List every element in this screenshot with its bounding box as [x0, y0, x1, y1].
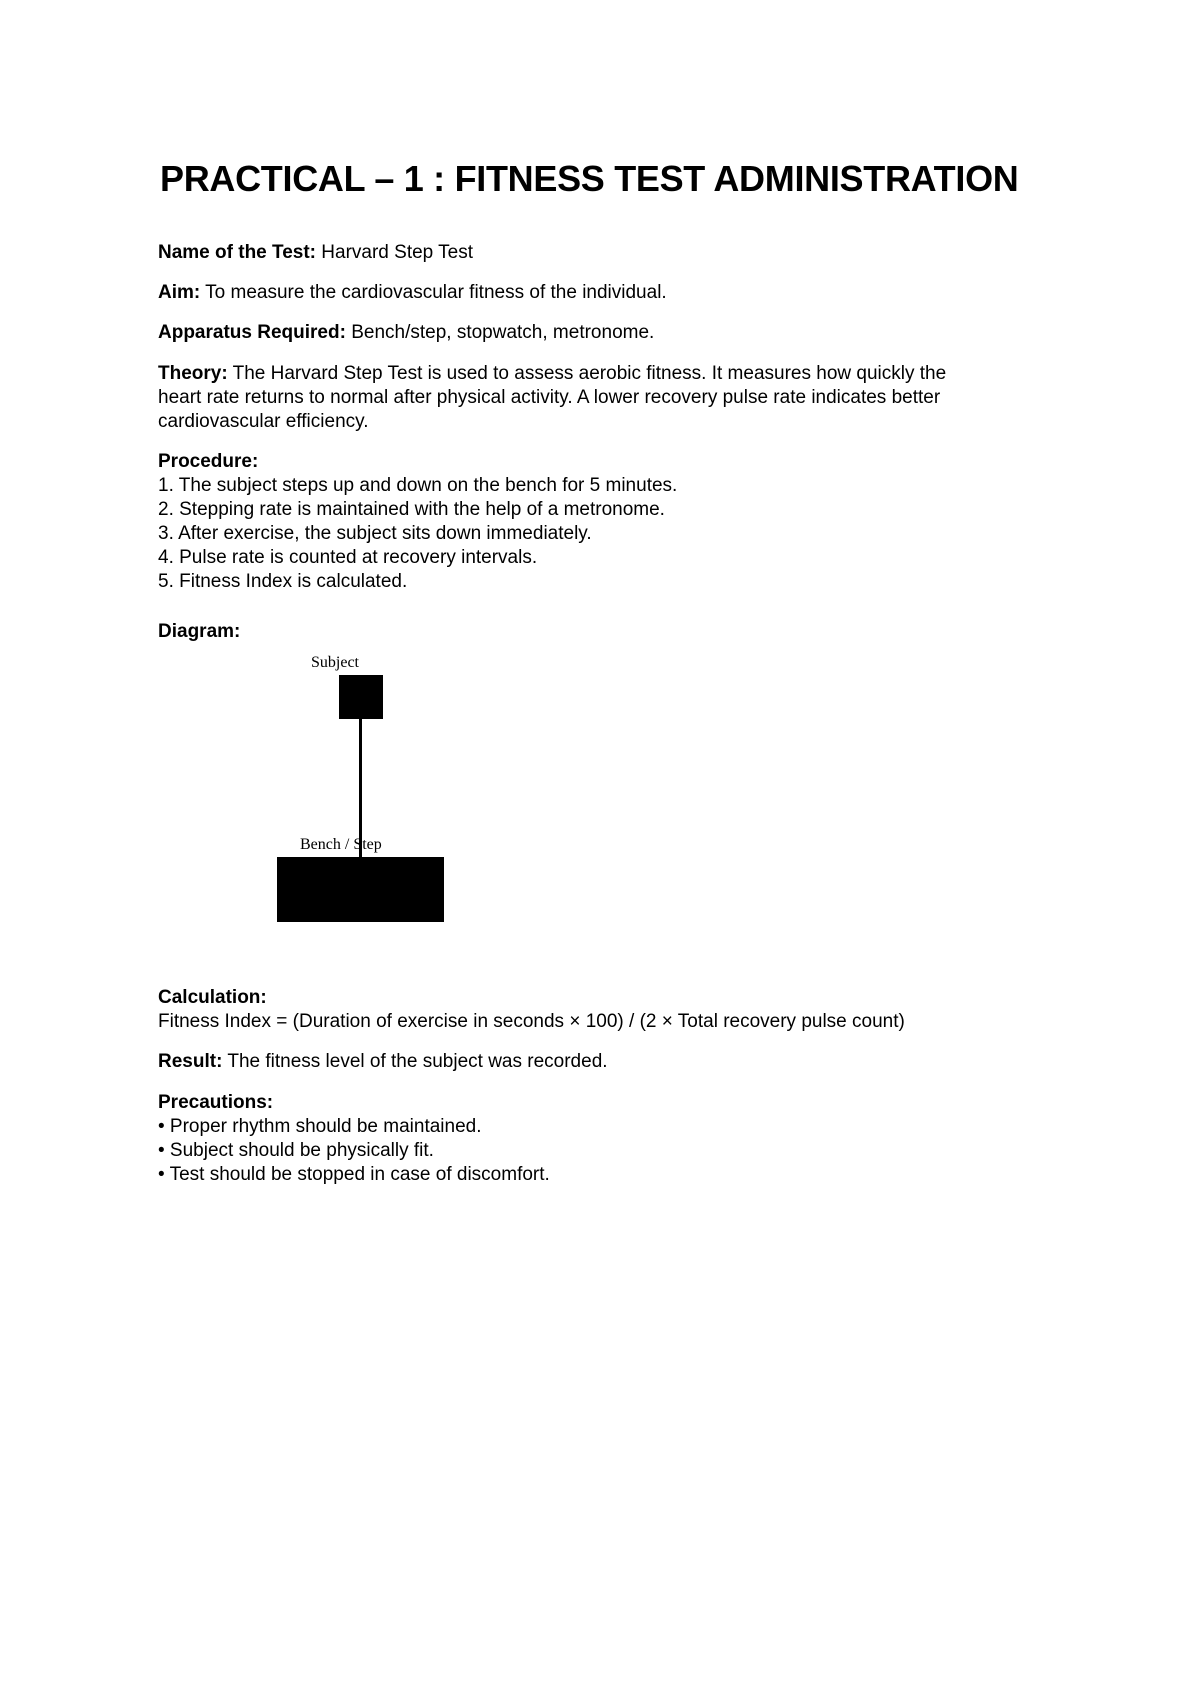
apparatus-row — [158, 321, 654, 345]
theory-line: The Harvard Step Test is used to assess aerobic fitness. It measures how quickly the — [232, 363, 947, 384]
bench-box — [277, 857, 444, 922]
calculation-label: Calculation: — [158, 987, 267, 1008]
procedure-label: Procedure: — [158, 451, 259, 472]
result-value: The fitness level of the subject was recorded. — [227, 1051, 608, 1072]
aim-value: To measure the cardiovascular fitness of the individual. — [205, 282, 667, 303]
result-label: Result: — [158, 1051, 223, 1072]
result-row — [158, 1050, 608, 1074]
precaution-item: • Subject should be physically fit. — [158, 1140, 434, 1161]
procedure-section — [158, 450, 677, 594]
theory-line: cardiovascular efficiency. — [158, 411, 369, 432]
procedure-step: 2. Stepping rate is maintained with the help of a metronome. — [158, 499, 665, 520]
theory-line: heart rate returns to normal after physical activity. A lower recovery pulse rate indicates better — [158, 387, 941, 408]
precaution-item: • Proper rhythm should be maintained. — [158, 1116, 482, 1137]
precaution-item: • Test should be stopped in case of discomfort. — [158, 1164, 550, 1185]
procedure-step: 3. After exercise, the subject sits down immediately. — [158, 523, 592, 544]
calculation-formula: Fitness Index = (Duration of exercise in seconds × 100) / (2 × Total recovery pulse count) — [158, 1011, 905, 1032]
calculation-section — [158, 986, 905, 1034]
bench-label: Bench / Step — [300, 836, 382, 853]
theory-section — [158, 362, 946, 434]
subject-box — [339, 675, 383, 719]
diagram-section-label — [158, 620, 240, 644]
procedure-step: 1. The subject steps up and down on the bench for 5 minutes. — [158, 475, 678, 496]
page-title: PRACTICAL – 1 : FITNESS TEST ADMINISTRATION — [160, 158, 1019, 199]
precautions-section — [158, 1091, 550, 1187]
name-of-test-row — [158, 241, 473, 265]
name-of-test-value: Harvard Step Test — [321, 242, 474, 263]
procedure-step: 4. Pulse rate is counted at recovery intervals. — [158, 547, 538, 568]
diagram-label: Diagram: — [158, 621, 241, 642]
theory-label: Theory: — [158, 363, 228, 384]
subject-label: Subject — [311, 654, 359, 671]
aim-row — [158, 281, 667, 305]
name-of-test-label: Name of the Test: — [158, 242, 317, 263]
apparatus-label: Apparatus Required: — [158, 322, 346, 343]
aim-label: Aim: — [158, 282, 201, 303]
procedure-step: 5. Fitness Index is calculated. — [158, 571, 408, 592]
apparatus-value: Bench/step, stopwatch, metronome. — [351, 322, 655, 343]
precautions-label: Precautions: — [158, 1092, 274, 1113]
